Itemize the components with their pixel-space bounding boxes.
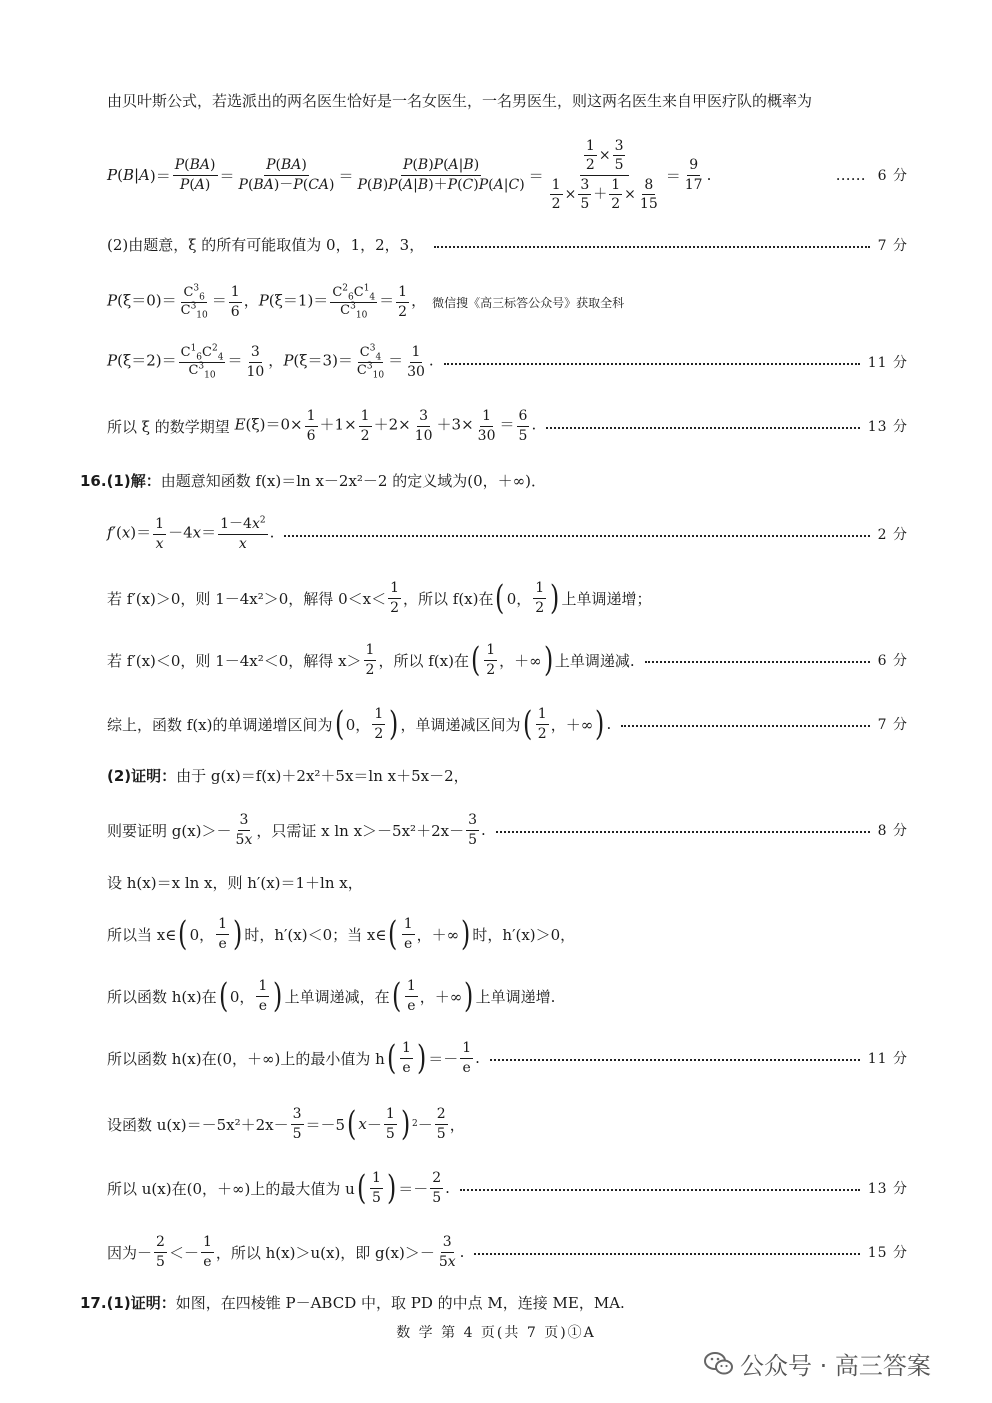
h-mono-a: 所以函数 h(x)在 bbox=[107, 987, 217, 1006]
dec-text-c: 上单调递减. bbox=[554, 651, 635, 670]
u-def-text: 设函数 u(x)＝－5x²＋2x－ bbox=[107, 1115, 289, 1134]
text-line bbox=[107, 765, 908, 786]
formula-line: P ( B | A )＝ $\frac{P(BA)}{P(A)}$ ＝ $\frac{P(BA)}{P(BA)-P(CA)}$ ＝ $\frac{P(B)P(A|B)}{P(B)P(A|B)+P(C)P(A|C)}$ ＝ $\frac{1}{2}$ × $\frac{3}{5}$ $\frac{1}{2}$ × $\frac{3}{5}$ ＋ $\frac{1}{2}$ × $\frac{8}{15}$ ＝ $\frac{9}{17}$ . …… 6 分 bbox=[107, 138, 908, 212]
score: 6 分 bbox=[877, 653, 908, 669]
formula-line: 因为－ $\frac{2}{5}$ ＜－ $\frac{1}{e}$ ，所以 h(x)＞u(x)，即 g(x)＞－ $\frac{3}{5x}$ . 15 分 bbox=[107, 1234, 908, 1270]
part2-label: (2)证明： bbox=[107, 767, 177, 785]
watermark bbox=[704, 1346, 931, 1381]
formula-line bbox=[107, 280, 908, 324]
inc-text-a: 若 f′(x)＞0，则 1－4x²＞0，解得 0＜x＜ bbox=[107, 589, 387, 608]
leader-dots bbox=[496, 831, 870, 833]
h-sign-b: 时，h′(x)＜0；当 x∈ bbox=[244, 925, 387, 944]
bayes-intro: 由贝叶斯公式，若选派出的两名医生恰好是一名女医生，一名男医生，则这两名医生来自甲医疗队的概率为 bbox=[107, 92, 813, 110]
score: 8 分 bbox=[877, 823, 908, 839]
prove-text-a: 则要证明 g(x)＞－ bbox=[107, 821, 232, 840]
dec-text-b: ，所以 f(x)在 bbox=[378, 651, 469, 670]
set-h-text: 设 h(x)＝x ln x，则 h′(x)＝1＋ln x， bbox=[107, 874, 363, 892]
formula-line: 若 f′(x)＜0，则 1－4x²＜0，解得 x＞ $\frac{1}{2}$ ，所以 f(x)在 ( $\frac{1}{2}$ ，＋∞ ) 上单调递减. 6 分 bbox=[107, 640, 908, 680]
leader-dots bbox=[645, 661, 870, 663]
leader-dots bbox=[546, 427, 860, 429]
h-mono-c: 上单调递增. bbox=[475, 987, 556, 1006]
score: 7 分 bbox=[877, 717, 908, 733]
formula-line: 所以函数 h(x)在 ( 0， $\frac{1}{e}$ ) 上单调递减，在 ( $\frac{1}{e}$ ，＋∞ ) 上单调递增. bbox=[107, 976, 556, 1016]
page-footer: 数 学 第 4 页(共 7 页)①A bbox=[396, 1325, 596, 1341]
conclusion-a: 因为－ bbox=[107, 1243, 153, 1262]
prob-0-1: P(ξ＝0)＝ $\frac{C^3_6}{C^3_{10}}$ ＝ $\frac{1}{6}$ ，P(ξ＝1)＝ $\frac{C^2_6C^1_4}{C^3_{10}}$ ＝ $\frac{1}{2}$ ， bbox=[107, 283, 427, 321]
values-text: (2)由题意，ξ 的所有可能取值为 0，1，2，3， bbox=[107, 236, 425, 254]
text-line bbox=[107, 872, 908, 893]
wechat-note: 微信搜《高三标答公众号》获取全科 bbox=[432, 295, 625, 310]
h-sign-a: 所以当 x∈ bbox=[107, 925, 177, 944]
summary-text-a: 综上，函数 f(x)的单调递增区间为 bbox=[107, 715, 333, 734]
watermark-text: 公众号 · 高三答案 bbox=[740, 1352, 931, 1380]
h-sign-c: 时，h′(x)＞0， bbox=[472, 925, 576, 944]
score: 15 分 bbox=[867, 1245, 908, 1261]
conclusion-c: ，所以 h(x)＞u(x)，即 g(x)＞－ bbox=[215, 1243, 435, 1262]
inc-text-b: ，所以 f(x)在 bbox=[403, 589, 494, 608]
prove-text-b: ，只需证 x ln x＞－5x²＋2x－ bbox=[256, 821, 465, 840]
expectation-formula: E(ξ)＝0× $\frac{1}{6}$ ＋1× $\frac{1}{2}$ ＋2× $\frac{3}{10}$ ＋3× $\frac{1}{30}$ ＝ $\frac{6}{5}$ . bbox=[234, 408, 537, 444]
leader-dots bbox=[460, 1189, 860, 1191]
score: 11 分 bbox=[867, 355, 908, 371]
formula-line: 若 f′(x)＞0，则 1－4x²＞0，解得 0＜x＜ $\frac{1}{2}$ ，所以 f(x)在 ( 0， $\frac{1}{2}$ ) 上单调递增； bbox=[107, 578, 652, 618]
formula-line bbox=[107, 340, 908, 384]
formula-line bbox=[107, 512, 908, 556]
formula-line: 设函数 u(x)＝－5x²＋2x－ $\frac{3}{5}$ ＝－5 ( x － $\frac{1}{5}$ ) 2 － $\frac{2}{5}$ ， bbox=[107, 1104, 465, 1144]
u-max-text: 所以 u(x)在(0，＋∞)上的最大值为 u bbox=[107, 1179, 355, 1198]
formula-line: 所以函数 h(x)在(0，＋∞)上的最小值为 h ( $\frac{1}{e}$ ) ＝－ $\frac{1}{e}$ . 11 分 bbox=[107, 1038, 908, 1078]
question-16-text: 由题意知函数 f(x)＝ln x－2x²－2 的定义域为(0，＋∞)． bbox=[160, 472, 546, 490]
question-16-line bbox=[80, 470, 908, 491]
h-min-text: 所以函数 h(x)在(0，＋∞)上的最小值为 h bbox=[107, 1049, 385, 1068]
formula-line: 所以 u(x)在(0，＋∞)上的最大值为 u ( $\frac{1}{5}$ ) ＝－ $\frac{2}{5}$ . 13 分 bbox=[107, 1168, 908, 1208]
score: 2 分 bbox=[877, 527, 908, 543]
leader-dots bbox=[434, 246, 869, 248]
prob-2-3: P(ξ＝2)＝ $\frac{C^1_6C^2_4}{C^3_{10}}$ ＝ $\frac{3}{10}$ ，P(ξ＝3)＝ $\frac{C^3_4}{C^3_{10}}$ ＝ $\frac{1}{30}$ . bbox=[107, 343, 434, 381]
dec-text-a: 若 f′(x)＜0，则 1－4x²＜0，解得 x＞ bbox=[107, 651, 362, 670]
wechat-icon bbox=[704, 1351, 734, 1377]
formula-line: 则要证明 g(x)＞－ $\frac{3}{5x}$ ，只需证 x ln x＞－5x²＋2x－ $\frac{3}{5}$ . 8 分 bbox=[107, 812, 908, 848]
formula-line: 所以当 x∈ ( 0， $\frac{1}{e}$ ) 时，h′(x)＜0；当 x∈ ( $\frac{1}{e}$ ，＋∞ ) 时，h′(x)＞0， bbox=[107, 914, 576, 954]
question-17-label: 17.(1)证明： bbox=[80, 1294, 176, 1312]
score: 7 分 bbox=[877, 237, 908, 254]
conclusion-b: ＜－ bbox=[168, 1243, 199, 1262]
leader-dots bbox=[284, 535, 869, 537]
formula-line: 综上，函数 f(x)的单调递增区间为 ( 0， $\frac{1}{2}$ ) ，单调递减区间为 ( $\frac{1}{2}$ ，＋∞ ) . 7 分 bbox=[107, 704, 908, 744]
h-mono-b: 上单调递减，在 bbox=[284, 987, 390, 1006]
summary-text-b: ，单调递减区间为 bbox=[400, 715, 521, 734]
question-16-label: 16.(1)解： bbox=[80, 472, 161, 490]
inc-text-c: 上单调递增； bbox=[561, 589, 652, 608]
part2-text: 由于 g(x)＝f(x)＋2x²＋5x＝ln x＋5x－2， bbox=[176, 767, 469, 785]
leader-dots bbox=[444, 363, 860, 365]
text-line bbox=[107, 234, 908, 255]
formula-line bbox=[107, 404, 908, 448]
leader-dots bbox=[490, 1059, 860, 1061]
question-17-text: 如图，在四棱锥 P－ABCD 中，取 PD 的中点 M，连接 ME，MA. bbox=[175, 1294, 625, 1312]
question-17-line bbox=[80, 1292, 908, 1313]
score: 13 分 bbox=[867, 1181, 908, 1197]
score: 6 分 bbox=[877, 168, 908, 184]
leader-dots bbox=[621, 725, 869, 727]
expectation-label: 所以 ξ 的数学期望 bbox=[107, 417, 230, 436]
score: 11 分 bbox=[867, 1051, 908, 1067]
score: 13 分 bbox=[867, 419, 908, 435]
text-line bbox=[107, 90, 908, 111]
bayes-formula: P ( B | A )＝ $\frac{P(BA)}{P(A)}$ ＝ $\frac{P(BA)}{P(BA)-P(CA)}$ ＝ $\frac{P(B)P(A|B)}{P(B)P(A|B)+P(C)P(A|C)}$ ＝ $\frac{1}{2}$ × $\frac{3}{5}$ $\frac{1}{2}$ × $\frac{3}{5}$ ＋ $\frac{1}{2}$ × $\frac{8}{15}$ ＝ $\frac{9}{17}$ . bbox=[107, 138, 712, 212]
derivative-formula: f′(x)＝ $\frac{1}{x}$ －4x＝ $\frac{1-4x^2}{x}$ . bbox=[107, 515, 275, 552]
leader-dots bbox=[474, 1253, 859, 1255]
